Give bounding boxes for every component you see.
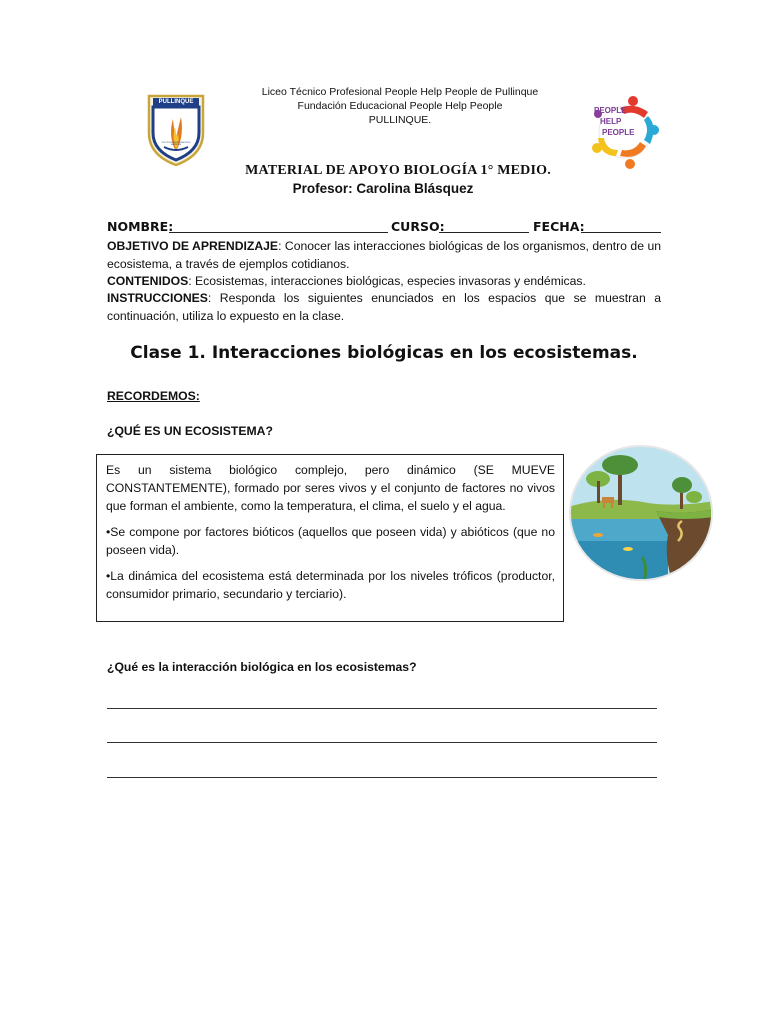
recordemos-heading: RECORDEMOS: — [107, 389, 200, 403]
contenidos-label: CONTENIDOS — [107, 274, 189, 288]
contenidos-text: : Ecosistemas, interacciones biológicas, especies invasoras y endémicas. — [188, 274, 586, 288]
objetivo-label: OBJETIVO DE APRENDIZAJE — [107, 239, 279, 253]
logo-text-people-1: PEOPLE — [594, 106, 627, 115]
ecosystem-definition-box — [96, 454, 564, 622]
curso-label: CURSO: — [391, 219, 445, 234]
fecha-field[interactable] — [581, 232, 661, 233]
logo-text-help: HELP — [600, 117, 622, 126]
student-fields-row — [107, 219, 661, 237]
school-crest-logo — [146, 93, 206, 167]
ecosystem-illustration — [568, 445, 714, 581]
fecha-label: FECHA: — [533, 219, 585, 234]
definition-paragraph-2: •Se compone por factores bióticos (aquellos que poseen vida) y abióticos (que no poseen vida). — [106, 525, 555, 557]
answer-line-2[interactable] — [107, 742, 657, 743]
answer-line-3[interactable] — [107, 777, 657, 778]
crest-title-text: PULLINQUE — [158, 99, 194, 105]
definition-paragraph-3: •La dinámica del ecosistema está determinada por los niveles tróficos (productor, consumidor primario, secundario y terciario). — [106, 569, 555, 601]
school-name: Liceo Técnico Profesional People Help People de Pullinque — [261, 86, 539, 98]
curso-field[interactable] — [439, 232, 529, 233]
logo-text-people-2: PEOPLE — [602, 128, 635, 137]
document-title: MATERIAL DE APOYO BIOLOGÍA 1° MEDIO. — [245, 163, 551, 178]
nombre-field[interactable] — [169, 232, 388, 233]
class-title: Clase 1. Interacciones biológicas en los ecosistemas. — [130, 343, 638, 363]
definition-paragraph-1: Es un sistema biológico complejo, pero dinámico (SE MUEVE CONSTANTEMENTE), formado por seres vivos y el conjunto de factores no vivos que forman el ambiente, como la temperatura, el clima, el suelo y el agua. — [106, 463, 555, 513]
people-help-people-logo — [590, 92, 660, 170]
instrucciones-paragraph — [107, 290, 661, 325]
teacher-name: Profesor: Carolina Blásquez — [292, 181, 474, 196]
crest-ring-text: LICEO TÉCNICO PROFESIONAL PEOPLE HELP PEOPLE — [161, 143, 191, 146]
contenidos-paragraph — [107, 273, 661, 291]
answer-line-1[interactable] — [107, 708, 657, 709]
instrucciones-text: : Responda los siguientes enunciados en los espacios que se muestran a continuación, utiliza lo expuesto en la clase. — [107, 291, 661, 323]
question-heading: ¿Qué es la interacción biológica en los ecosistemas? — [107, 660, 417, 674]
objetivo-text: : Conocer las interacciones biológicas de los organismos, dentro de un ecosistema, a través de ejemplos cotidianos. — [107, 239, 662, 271]
foundation-name: Fundación Educacional People Help People — [297, 100, 503, 112]
que-es-ecosistema-heading: ¿QUÉ ES UN ECOSISTEMA? — [107, 424, 273, 438]
instrucciones-label: INSTRUCCIONES — [107, 291, 208, 305]
objetivo-paragraph — [107, 238, 661, 273]
nombre-label: NOMBRE: — [107, 219, 174, 234]
school-location: PULLINQUE. — [368, 114, 432, 126]
